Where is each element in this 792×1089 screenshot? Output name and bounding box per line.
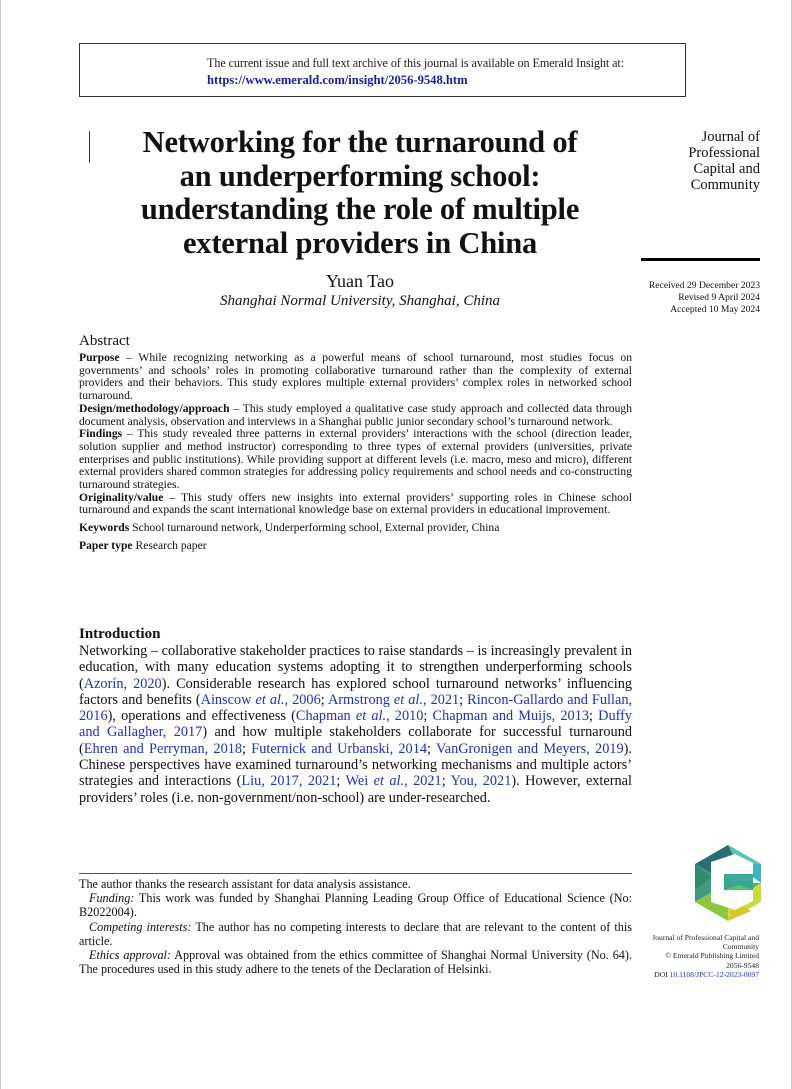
abstract-purpose <box>79 352 632 403</box>
author-name: Yuan Tao <box>326 271 394 291</box>
section-text: – This study employed a qualitative case study approach and collected data through document analysis, observation and interviews in a Shanghai public junior secondary school’s turnaround network. <box>79 401 632 428</box>
competing-label: Competing interests: <box>89 919 192 934</box>
paper-type <box>79 540 632 553</box>
competing-interests-note <box>79 920 632 948</box>
abstract-design <box>79 403 632 428</box>
keywords <box>79 522 632 535</box>
cite-text: Ainscow <box>200 691 256 708</box>
section-text: – This study revealed three patterns in external providers’ interactions with the school (direction leader, solution supplier and method instructor) corresponding to three types of external providers (universities, private enterprises and public institutions). While providing support at different levels (i.e. macro, meso and micro), different external providers shared common strategies for addressing policy requirements and school needs and co-constructing turnaround strategies. <box>79 427 632 492</box>
keywords-text: School turnaround network, Underperforming school, External provider, China <box>129 521 500 535</box>
funding-note <box>79 891 632 919</box>
text: ; <box>423 708 433 725</box>
text: ), operations and effectiveness ( <box>107 708 296 725</box>
keywords-label: Keywords <box>79 521 130 535</box>
article-title <box>80 126 640 260</box>
article-dates <box>620 280 760 316</box>
section-text: – While recognizing networking as a powerful means of school turnaround, most studies focus on governments’ and schools’ roles in promoting collaborative turnaround rather than the complexity of external providers and their behaviors. This study explores multiple external providers’ complex roles in networked school turnaround. <box>79 351 632 403</box>
journal-name <box>650 129 760 193</box>
title-line: an underperforming school: <box>179 158 541 193</box>
doi-label: DOI <box>654 969 670 979</box>
citation-link[interactable]: Duffy and Gallagher, 2017 <box>79 708 633 741</box>
revised-date: Revised 9 April 2024 <box>678 292 760 303</box>
paper-type-label: Paper type <box>79 538 133 552</box>
ethics-note <box>79 948 632 976</box>
notice-text: The current issue and full text archive of this journal is available on Emerald Insight at: <box>207 56 624 70</box>
citation-link[interactable]: Azorín, 2020 <box>83 675 162 692</box>
introduction-heading: Introduction <box>79 626 161 642</box>
text: ). Considerable research has explored school turnaround networks’ influencing factors and benefits ( <box>79 675 632 708</box>
cite-etal: et al. <box>355 708 387 725</box>
citation-link[interactable]: VanGronigen and Meyers, 2019 <box>435 740 624 757</box>
cite-text: , 2010 <box>386 708 424 725</box>
acknowledgement: The author thanks the research assistant for data analysis assistance. <box>79 877 411 891</box>
text: ; <box>589 708 599 725</box>
emerald-journal-logo-icon <box>695 845 761 921</box>
title-line: Networking for the turnaround of <box>142 125 578 159</box>
cite-etal: et al. <box>393 691 423 708</box>
citation-link[interactable]: Ehren and Perryman, 2018 <box>83 740 243 757</box>
doi-link[interactable]: 10.1108/JPCC-12-2023-0097 <box>669 969 759 979</box>
text: ; <box>242 740 252 757</box>
text: ; <box>459 691 468 708</box>
section-label: Originality/value <box>79 490 164 504</box>
journal-name-line: Community <box>690 177 760 193</box>
section-label: Findings <box>79 427 123 441</box>
section-text: – This study offers new insights into external providers’ supporting roles in Chinese school turnaround and expands the scant international knowledge base on external providers in educational improvement. <box>79 490 632 517</box>
text: ) and how multiple stakeholders collaborate for successful turnaround ( <box>79 724 632 757</box>
cite-text: Armstrong <box>327 691 394 708</box>
author-affiliation: Shanghai Normal University, Shanghai, China <box>219 293 500 309</box>
journal-name-line: Journal of <box>701 129 760 145</box>
journal-access-notice <box>79 43 686 97</box>
citation-link[interactable] <box>328 692 459 708</box>
cite-text: , 2021 <box>422 691 460 708</box>
journal-name-line: Capital and <box>693 161 760 177</box>
journal-archive-link[interactable]: https://www.emerald.com/insight/2056-9548.htm <box>207 73 468 87</box>
section-label: Purpose <box>79 351 120 364</box>
publisher-info <box>615 933 759 979</box>
received-date: Received 29 December 2023 <box>648 280 760 291</box>
citation-link[interactable] <box>346 773 442 789</box>
footnote-divider <box>79 873 632 874</box>
cite-text: , 2006 <box>284 691 321 708</box>
abstract-findings <box>79 428 632 492</box>
introduction-paragraph <box>79 643 632 806</box>
copyright: © Emerald Publishing Limited <box>665 951 759 961</box>
title-line: understanding the role of multiple <box>140 192 580 226</box>
text: ). Chinese perspectives have examined turnaround’s networking mechanisms and multiple actors’ strategies and interactions ( <box>79 740 632 790</box>
competing-text: The author has no competing interests to declare that are relevant to the content of this article. <box>79 919 632 948</box>
text: ; <box>427 740 436 757</box>
ethics-label: Ethics approval: <box>89 948 171 963</box>
citation-link[interactable]: Liu, 2017, 2021 <box>241 773 337 790</box>
citation-link[interactable]: Chapman and Muijs, 2013 <box>432 708 590 725</box>
citation-link[interactable]: You, 2021 <box>450 773 512 790</box>
title-line: external providers in China <box>182 225 538 260</box>
cite-text: Chapman <box>295 708 356 725</box>
text: ). However, external providers’ roles (i.e. non-government/non-school) are under-researched. <box>79 773 632 806</box>
text: ; <box>441 773 451 790</box>
citation-link[interactable] <box>201 692 321 708</box>
funding-text: This work was funded by Shanghai Planning Leading Group Office of Educational Science (No: B2022004). <box>79 891 632 920</box>
introduction-section <box>79 626 632 806</box>
citation-link[interactable]: Rincon-Gallardo and Fullan, 2016 <box>79 691 633 725</box>
text: Networking – collaborative stakeholder practices to raise standards – is increasingly prevalent in education, with many education systems adopting it to strengthen underperforming schools ( <box>79 643 632 692</box>
abstract-originality <box>79 492 632 517</box>
abstract-heading: Abstract <box>79 333 130 349</box>
funding-label: Funding: <box>89 891 135 906</box>
footnotes <box>79 877 632 976</box>
issn: 2056-9548 <box>726 960 759 970</box>
doi <box>615 970 759 979</box>
journal-divider <box>641 258 760 261</box>
cite-text: , 2021 <box>404 773 442 790</box>
cite-etal: et al. <box>255 691 285 708</box>
page-edge-left <box>0 0 1 1089</box>
journal-full-name: Journal of Professional Capital and Community <box>652 933 759 952</box>
journal-name-line: Professional <box>688 145 760 161</box>
abstract <box>79 333 632 553</box>
text: ; <box>320 691 328 708</box>
cite-text: Wei <box>345 773 374 790</box>
citation-link[interactable]: Futernick and Urbanski, 2014 <box>251 740 428 757</box>
section-label: Design/methodology/approach <box>79 401 230 415</box>
citation-link[interactable] <box>296 708 424 724</box>
accepted-date: Accepted 10 May 2024 <box>670 304 760 315</box>
cite-etal: et al. <box>373 773 405 790</box>
text: ; <box>336 773 346 790</box>
paper-type-text: Research paper <box>132 538 207 552</box>
ethics-text: Approval was obtained from the ethics committee of Shanghai Normal University (No. 64). The procedures used in this study adhere to the tenets of the Declaration of Helsinki. <box>79 948 632 977</box>
